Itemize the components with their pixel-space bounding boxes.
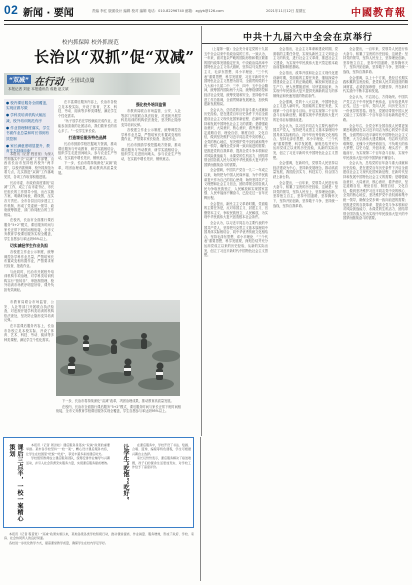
paragraph: 各校进一步优化教学方式，提高课堂教学质量，确保学生在校内学足学好。 <box>9 540 109 545</box>
article-headline: 长治以“双抓”促“双减” <box>34 48 195 66</box>
paragraph: 长治市委、市政府高度重视“双减”工作，成立了由市委书记、市长任组长的工作领导小组，出台实施方案，明确时间表、路线图，压实各方责任。全市各县区同步建立工作机制，形成了党委统一领导、政府统筹推进、部门协同配合的工作格局。 <box>4 180 54 217</box>
left-column-3 <box>121 100 181 298</box>
paragraph: 各校建立作业公示制度，统筹调控各学科作业总量，严禁给家长布置或变相布置作业，严禁要求家长检查、批改作业。 <box>121 128 181 142</box>
featured-story-title: 课后三点半，一校一案精心策划 <box>8 444 23 522</box>
highlight-item: ● 家长满意度明显提升，教育生态持续向好 <box>6 143 50 154</box>
section-name: 新闻 · 要闻 <box>23 8 74 19</box>
article-kicker: 校内抓保障 校外抓规范 <box>62 40 119 46</box>
paragraph: 全会强调，党的十八大以来，中国特色社会主义进入新时代。党面临的主要任务是，实现第一个百年奋斗目标，开启实现第二个百年奋斗目标新征程，朝着实现中华民族伟大复兴的宏伟目标继续前进。 <box>273 99 338 122</box>
paragraph: 全会认为，总结党的百年奋斗重大成就和历史经验，是在建党百年历史条件下开启全面建设社会主义现代化国家新征程、在新时代坚持和发展中国特色社会主义的需要；是增强政治意识、大局意识、核心意识、看齐意识，坚定道路自信、理论自信、制度自信、文化自信，做到坚决维护习近平同志党中央的核心、全党的核心地位，坚决维护党中央权威和集中统一领导，确保全党步调一致向前进的需要；是推进党的自我革命、提高全党斗争本领和应对风险挑战能力、永葆党的生机活力、团结带领全国各族人民为实现中华民族伟大复兴的中国梦而继续奋斗的需要。 <box>204 107 268 167</box>
highlight-item: ● 作业管理制度落实，学生书面作业总量和时长得到有效控制 <box>6 125 50 141</box>
paragraph: （上接第一版）全会充分肯定党的十九届五中全会以来中央政治局的工作。一致认为，一年来，面对复杂严峻的国际形势和艰巨繁重的国内改革发展稳定任务，中央政治局高举中国特色社会主义伟大旗帜，坚持以马克思列宁主义、毛泽东思想、邓小平理论、“三个代表”重要思想、科学发展观、习近平新时代中国特色社会主义思想为指导，全面贯彻党的十九大和十九届二中、三中、四中、五中全会精神，统筹国内国际两个大局，统筹疫情防控和经济社会发展，统筹发展和安全，坚持稳中求进工作总基调，全面贯彻新发展理念，加快构建新发展格局。 <box>204 47 268 107</box>
paragraph: 在丰富课后服务内容上，长治市各校立足本校实际，开设了体育、艺术、科技、劳动、阅读等多种类课程，满足学生个性化需求。 <box>4 323 54 342</box>
paragraph: 全会号召，全党全军全国各族人民要更加紧密地团结在以习近平同志为核心的党中央周围，全面贯彻习近平新时代中国特色社会主义思想，大力弘扬伟大建党精神，勿忘昨天的苦难辉煌，无愧今天的使命担当，不负明天的伟大梦想，以史为鉴、开创未来，埋头苦干、勇毅前行，为实现第二个百年奋斗目标、实现中华民族伟大复兴的中国梦而不懈奋斗。 <box>343 123 408 160</box>
page-number: 02 <box>4 3 19 17</box>
paragraph: 本报讯（记者 程晋宽）“双减”政策实施以来，某地各级各类学校积极行动，推动课堂提质、作业减量、服务增效，形成了政府、学校、家庭、社会协同育人的良好局面。 <box>4 532 194 541</box>
paragraph: 全会认为，以习近平同志为主要代表的中国共产党人，坚持把马克思主义基本原理同中国具体实际相结合、同中华优秀传统文化相结合，坚持毛泽东思想、邓小平理论、“三个代表”重要思想、科学发展观，深刻总结并充分运用党成立以来的历史经验，从新的实际出发，创立了习近平新时代中国特色社会主义思想。 <box>273 123 338 160</box>
paragraph: 全会强调，以上十个方面，是经过长期实践积累的宝贵经验，是党和人民共同创造的精神财富，必须倍加珍惜、长期坚持，并在新时代实践中不断丰富和发展。 <box>343 75 408 94</box>
photo-caption-area <box>56 399 181 434</box>
page-header <box>4 3 408 21</box>
series-script: 在行动 <box>34 77 64 88</box>
featured-story-right <box>132 443 191 525</box>
right-column-2 <box>273 47 338 581</box>
masthead-logo: 中國教育報 <box>351 8 406 19</box>
paragraph: 在丰富课后服务内容上，长治市各校立足本校实际，开设了体育、艺术、科技、劳动、阅读等多种类课程，满足学生个性化需求。 <box>58 100 117 118</box>
paragraph: 市教育局联合市场监管、公安、人社等部门开展联合执法检查，对违规开展学科类培训的机构依法查处，坚决防止隐形变异培训反弹。 <box>4 300 54 323</box>
subheading: 打造课后服务特色品牌 <box>68 135 107 141</box>
paragraph: 下一步，长治市将持续深化“双减”改革，巩固治理成果，推动教育高质量发展。 <box>58 161 117 175</box>
main-headline: 中共十九届六中全会在京举行 <box>242 33 373 43</box>
paragraph: 本报讯（记者 程晋宽）为深入贯彻落实中央“双减”工作部署，山西省长治市坚持校内校外“两手抓”，以校内抓保障、校外抓规范为着力点，扎实推进“双减”工作落地见效，各项工作取得积极进展。 <box>4 152 54 179</box>
paragraph: 与此同时，长治市开展校外培训机构专项治理，对学科类培训机构实行“营转非”、审批制管理，校外培训市场秩序明显好转，课外负担有效减轻。 <box>4 269 54 292</box>
editor-info: 责编 李红 版面设计 编辑 校对 编辑 电话：010-82296740 邮箱：zgjyb@126.com <box>92 9 224 13</box>
series-badge: “双减” <box>9 77 29 84</box>
column-divider-lower <box>200 437 201 581</box>
featured-story-box <box>3 437 194 528</box>
paragraph: 家长们纷纷表示，课后服务解决了接送难题，孩子们的课余生活更加充实，对学校工作给予了高度评价。 <box>132 456 191 470</box>
paragraph: 在校内，长治市全面推行课后服务“5+2”模式，课后服务时间与家长正常下班时间相衔接，全市义务教育学校课后服务实现全覆盖，学生自愿参与率达到95%以上。 <box>4 218 54 241</box>
featured-story-left <box>26 443 110 525</box>
top-divider <box>4 24 408 25</box>
left-column-2 <box>58 100 117 298</box>
paragraph: 各校建立作业公示制度，统筹调控各学科作业总量，严禁给家长布置或变相布置作业，严禁要求家长检查、批改作业。 <box>4 250 54 268</box>
paragraph: 市教育局联合市场监管、公安、人社等部门开展联合执法检查，对违规开展学科类培训的机构依法查处，坚决防止隐形变异培训反弹。 <box>121 108 181 127</box>
paragraph: 全会指出，改革开放和社会主义现代化建设新时期，党面临的主要任务是，继续探索中国建设社会主义的正确道路，解放和发展社会生产力，使人民摆脱贫困、尽快富裕起来，为实现中华民族伟大复兴提供充满新的活力的体制保证和快速发展的物质条件。 <box>273 70 338 98</box>
column-divider-main <box>201 26 202 436</box>
paragraph: 在课后服务中，学校开设了书法、绘画、合唱、篮球、编程等特色课程，学生可根据兴趣自主选择。 <box>132 443 191 456</box>
paragraph: 长治市鼓励学校挖掘地方资源，推动课后服务与劳动教育、研学实践相结合，组织学生走进田间地头，参与农业生产劳动，在实践中增长见识、锤炼意志。 <box>121 143 181 161</box>
paragraph: 本报讯（记者 周洪松）课后服务是落实“双减”政策的重要举措。某市各学校坚持“一校一案”，精心设计课后服务内容，让学生在校园里“吃饱”“吃好”，享受丰富多彩的课后时光。 <box>26 443 110 456</box>
paragraph: 在校内，长治市全面推行课后服务“5+2”模式，课后服务时间与家长正常下班时间相衔接，全市义务教育学校课后服务实现全覆盖，学生自愿参与率达到95%以上。 <box>56 404 181 414</box>
paragraph: 下一步，长治市将持续深化“双减”改革，巩固治理成果，推动教育高质量发展。 <box>62 399 174 403</box>
paragraph: 全会强调，中国共产党自一九二一年成立以来，始终把为中国人民谋幸福、为中华民族谋复兴作为自己的初心使命，始终坚持共产主义理想和社会主义信念，团结带领全国各族人民为争取民族独立、人民解放和实现国家富强、人民幸福而不懈奋斗，已经走过一百年光辉历程。 <box>204 168 268 200</box>
subheading: 强化校外培训监管 <box>135 102 167 107</box>
right-column-1 <box>204 47 268 581</box>
paragraph: 全会认为，不忘初心，方得始终。中国共产党立志于中华民族千秋伟业，百年恰是风华正茂。过去一百年，党向人民、向历史交出了一份优异的答卷。现在，党团结带领中国人民又踏上了实现第二个百年奋斗目标新的赶考之路。 <box>343 94 408 122</box>
paragraph: “孩子放学后在学校就能完成作业，还能参加喜欢的社团活动，我们做家长的省心多了。”一位学生家长说。 <box>58 119 117 133</box>
right-headline-divider <box>202 43 408 44</box>
bottom-article <box>4 532 194 581</box>
paragraph: 全会提出，一百年来，党领导人民进行伟大奋斗，积累了宝贵的历史经验，这就是：坚持党的领导，坚持人民至上，坚持理论创新，坚持独立自主，坚持中国道路，坚持胸怀天下，坚持开拓创新，坚持敢于斗争，坚持统一战线，坚持自我革命。 <box>273 180 338 208</box>
paragraph: 全会指出，社会主义革命和建设时期，党面临的主要任务是，实现从新民主主义到社会主义的转变，进行社会主义革命，推进社会主义建设，为实现中华民族伟大复兴奠定根本政治前提和制度基础。 <box>273 47 338 70</box>
news-photo-students-in-field <box>56 300 180 396</box>
issue-date: 2021年11月12日 星期五 <box>266 9 306 13</box>
right-column-3 <box>343 47 408 581</box>
featured-story-subtitle: 让学生“吃饱”“吃好” <box>122 444 129 500</box>
highlight-item: ● 学科类培训机构大幅压减，校外培训规范有序 <box>6 113 47 123</box>
highlight-item: ● 校内课后服务全面覆盖，实现应做尽做 <box>6 101 50 111</box>
paragraph: 全会认为，以习近平同志为主要代表的中国共产党人，坚持把马克思主义基本原理同中国具体实际相结合、同中华优秀传统文化相结合，坚持毛泽东思想、邓小平理论、“三个代表”重要思想、科学发展观，深刻总结并充分运用党成立以来的历史经验，从新的实际出发，创立了习近平新时代中国特色社会主义思想。 <box>204 220 268 258</box>
paragraph: 全会强调，在新时代，党领导人民坚持以经济建设为中心，坚持新发展理念，推动高质量发展，我国经济实力、科技实力、综合国力跃上新台阶。 <box>273 161 338 180</box>
series-banner <box>4 73 180 95</box>
paragraph: 全会提出，一百年来，党领导人民进行伟大奋斗，积累了宝贵的历史经验，这就是：坚持党的领导，坚持人民至上，坚持理论创新，坚持独立自主，坚持中国道路，坚持胸怀天下，坚持开拓创新，坚持敢于斗争，坚持统一战线，坚持自我革命。 <box>343 47 408 74</box>
left-column-1-cont <box>4 300 54 434</box>
paragraph: 学校组织教师成立课后服务团队，统筹安排作业辅导与兴趣活动，并引入社会资源充实服务力量，实现课后服务提质增效。 <box>26 456 110 465</box>
byline: 本报记者 刘亚 本报通讯员 成艳 赵文斌 <box>8 87 69 91</box>
series-tag: ·全国试点篇 <box>68 78 95 84</box>
paragraph: 长治市鼓励学校挖掘地方资源，推动课后服务与劳动教育、研学实践相结合，组织学生走进田间地头，参与农业生产劳动，在实践中增长见识、锤炼意志。 <box>58 142 117 160</box>
field-photo-illustration <box>56 300 180 396</box>
paragraph: 全会认为，总结党的百年奋斗重大成就和历史经验，是在建党百年历史条件下开启全面建设社会主义现代化国家新征程、在新时代坚持和发展中国特色社会主义的需要；是增强政治意识、大局意识、核心意识、看齐意识，坚定道路自信、理论自信、制度自信、文化自信，做到坚决维护习近平同志党中央的核心、全党的核心地位，坚决维护党中央权威和集中统一领导，确保全党步调一致向前进的需要；是推进党的自我革命、提高全党斗争本领和应对风险挑战能力、永葆党的生机活力、团结带领全国各族人民为实现中华民族伟大复兴的中国梦而继续奋斗的需要。 <box>343 161 408 221</box>
highlights-box <box>4 99 54 158</box>
paragraph: 全会提出，新民主主义革命时期，党面临的主要任务是，反对帝国主义、封建主义、官僚资本主义，争取民族独立、人民解放，为实现中华民族伟大复兴创造根本社会条件。 <box>204 201 268 220</box>
subheading: 切实减轻学生作业负担 <box>10 243 48 249</box>
